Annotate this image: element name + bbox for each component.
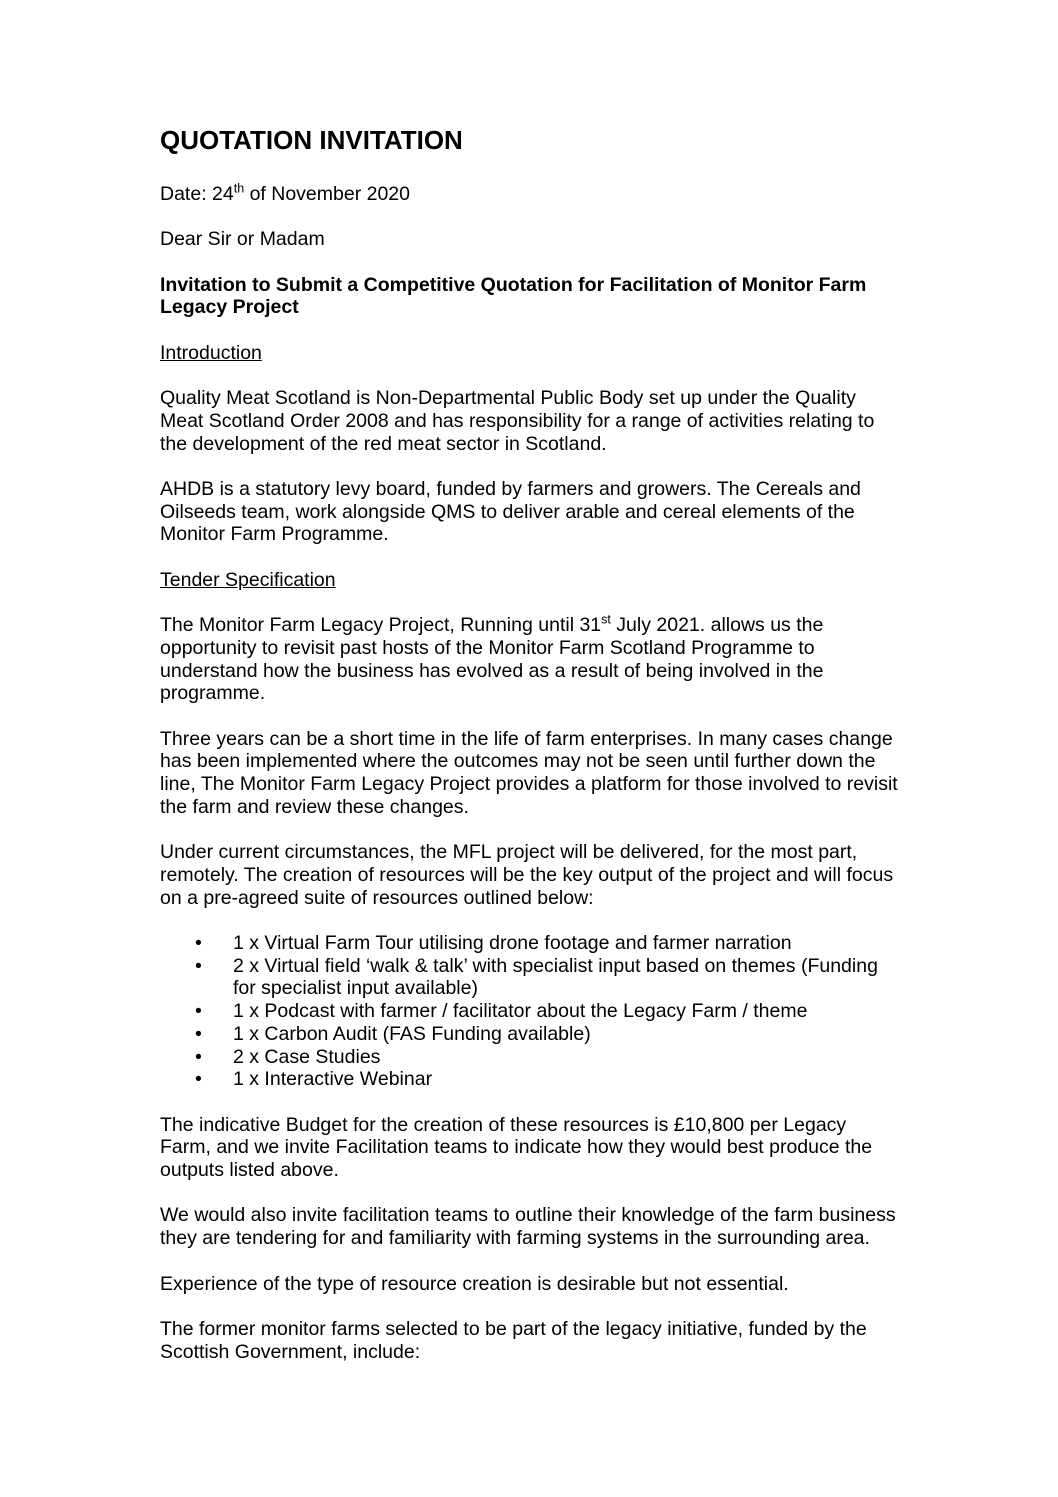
deliverable-item — [160, 932, 900, 955]
deliverable-item — [160, 1000, 900, 1023]
budget-paragraph: The indicative Budget for the creation of these resources is £10,800 per Legacy Farm, and we invite Facilitation teams to indicate how they would best produce the outputs listed above. — [160, 1113, 873, 1182]
bullet-icon: • — [195, 1022, 202, 1045]
bullet-icon: • — [195, 1000, 202, 1023]
deliverable-item — [160, 1068, 900, 1091]
deliverable-item — [160, 1046, 900, 1069]
deliverables-list — [160, 932, 900, 1091]
bullet-icon: • — [195, 932, 202, 955]
tender-paragraph-1-suffix: July 2021. allows us the opportunity to revisit past hosts of the Monitor Farm Scotland Programme to understand how the business has evolved as a result of being involved in the programme. — [160, 614, 824, 705]
tender-paragraph-3: Under current circumstances, the MFL project will be delivered, for the most part, remotely. The creation of resources will be the key output of the project and will focus on a pre-agreed suite of resources outlined below: — [160, 841, 894, 909]
deliverable-item-label: 1 x Podcast with farmer / facilitator about the Legacy Farm / theme — [233, 1000, 808, 1023]
document-content — [160, 125, 900, 1386]
introduction-paragraph-1: Quality Meat Scotland is Non-Departmental Public Body set up under the Quality Meat Scotland Order 2008 and has responsibility for a range of activities relating to the development of the red meat sector in Scotland. — [160, 387, 875, 455]
deliverable-item-label: 2 x Case Studies — [233, 1045, 381, 1068]
tender-specification-heading: Tender Specification — [160, 568, 336, 591]
tender-paragraph-2: Three years can be a short time in the life of farm enterprises. In many cases change has been implemented where the outcomes may not be seen until further down the line, The Monitor Farm Legacy Project provides a platform for those involved to revisit the farm and review these changes. — [160, 727, 898, 818]
bullet-icon: • — [195, 1045, 202, 1068]
bullet-icon: • — [195, 1068, 202, 1091]
date-suffix: of November 2020 — [244, 183, 411, 205]
document-title: QUOTATION INVITATION — [160, 125, 463, 155]
bullet-icon: • — [195, 954, 202, 977]
date-line — [160, 183, 900, 206]
introduction-paragraph-2: AHDB is a statutory levy board, funded by farmers and growers. The Cereals and Oilseeds team, work alongside QMS to deliver arable and cereal elements of the Monitor Farm Programme. — [160, 478, 861, 546]
subject-line: Invitation to Submit a Competitive Quotation for Facilitation of Monitor Farm Legacy Project — [160, 273, 867, 319]
deliverable-item-label: 2 x Virtual field ‘walk & talk’ with specialist input based on themes (Funding for specialist input available) — [233, 954, 878, 1000]
legacy-farms-paragraph: The former monitor farms selected to be part of the legacy initiative, funded by the Scottish Government, include: — [160, 1317, 867, 1363]
knowledge-paragraph: We would also invite facilitation teams to outline their knowledge of the farm business they are tendering for and familiarity with farming systems in the surrounding area. — [160, 1204, 896, 1250]
date-prefix: Date: 24 — [160, 183, 234, 205]
date-ordinal-suffix: th — [233, 181, 245, 196]
deliverable-item — [160, 1023, 900, 1046]
tender-paragraph-1-prefix: The Monitor Farm Legacy Project, Running until 31 — [160, 614, 602, 637]
salutation: Dear Sir or Madam — [160, 228, 325, 251]
tender-paragraph-1-ordinal: st — [601, 612, 611, 627]
deliverable-item-label: 1 x Carbon Audit (FAS Funding available) — [233, 1022, 591, 1045]
deliverable-item — [160, 955, 900, 1000]
deliverable-item-label: 1 x Virtual Farm Tour utilising drone footage and farmer narration — [233, 932, 792, 955]
deliverable-item-label: 1 x Interactive Webinar — [233, 1068, 433, 1091]
experience-paragraph: Experience of the type of resource creation is desirable but not essential. — [160, 1272, 789, 1295]
tender-paragraph-1 — [160, 614, 900, 705]
introduction-heading: Introduction — [160, 341, 262, 364]
